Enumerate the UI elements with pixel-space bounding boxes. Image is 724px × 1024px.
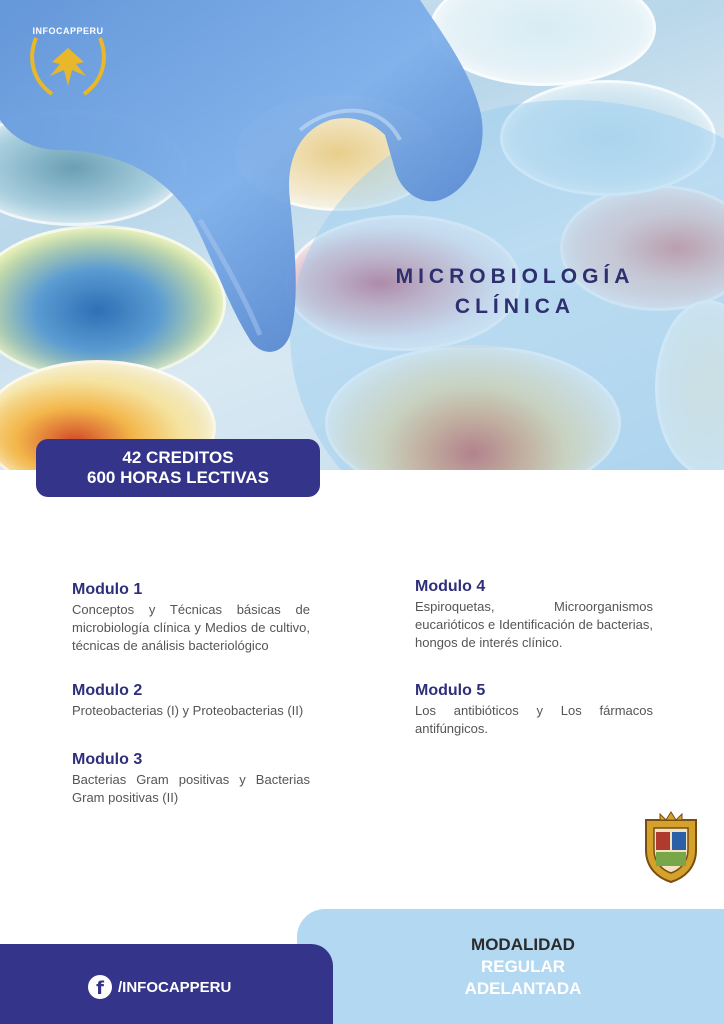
module-description: Los antibióticos y Los fármacos antifúngicos. bbox=[415, 703, 653, 736]
facebook-link[interactable] bbox=[88, 975, 231, 999]
credits-line2: 600 HORAS LECTIVAS bbox=[86, 468, 269, 487]
social-handle: /INFOCAPPERU bbox=[118, 978, 232, 996]
facebook-icon: f bbox=[88, 975, 112, 999]
modalidad-info bbox=[410, 934, 636, 1000]
module-title: Modulo 3 bbox=[72, 751, 143, 768]
credits-badge bbox=[36, 439, 320, 497]
logo-text: INFOCAPPERU bbox=[32, 26, 104, 36]
module-description: Bacterias Gram positivas y Bacterias Gram positivas (II) bbox=[72, 772, 310, 805]
module-description: Proteobacterias (I) y Proteobacterias (II) bbox=[72, 703, 304, 718]
module-5 bbox=[415, 682, 653, 738]
module-3 bbox=[72, 751, 310, 807]
module-title: Modulo 1 bbox=[72, 581, 143, 598]
hero-image bbox=[0, 0, 724, 470]
course-title bbox=[350, 262, 680, 322]
university-seal-icon bbox=[640, 810, 702, 884]
module-1 bbox=[72, 581, 310, 655]
module-2 bbox=[72, 682, 310, 720]
module-title: Modulo 2 bbox=[72, 682, 143, 699]
course-title-line1: MICROBIOLOGÍA bbox=[395, 265, 635, 288]
credits-line1: 42 CREDITOS bbox=[122, 448, 234, 467]
modalidad-regular: REGULAR bbox=[480, 957, 566, 976]
modalidad-label: MODALIDAD bbox=[471, 935, 575, 954]
module-title: Modulo 5 bbox=[415, 682, 486, 699]
module-description: Espiroquetas, Microorganismos eucarióticos e Identificación de bacterias, hongos de interés clínico. bbox=[415, 599, 653, 650]
modalidad-adelantada: ADELANTADA bbox=[464, 979, 582, 998]
module-description: Conceptos y Técnicas básicas de microbiología clínica y Medios de cultivo, técnicas de análisis bacteriológico bbox=[72, 602, 310, 653]
module-4 bbox=[415, 578, 653, 652]
course-title-line2: CLÍNICA bbox=[454, 295, 576, 318]
module-title: Modulo 4 bbox=[415, 578, 486, 595]
